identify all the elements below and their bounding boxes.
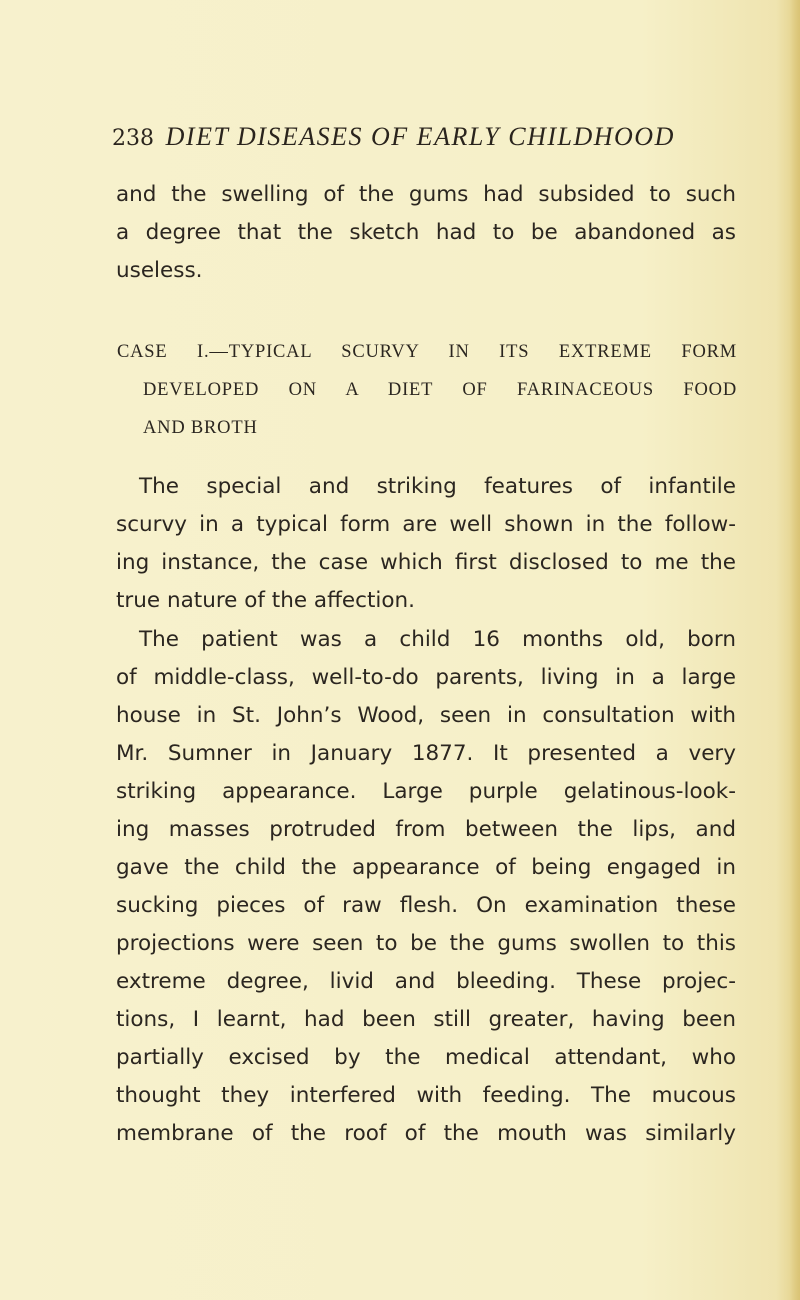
text-line: ing masses protruded from between the lips, and <box>116 817 736 842</box>
text-line: true nature of the affection. <box>116 588 415 613</box>
text-line: scurvy in a typical form are well shown in the follow- <box>116 512 736 537</box>
text-line: tions, I learnt, had been still greater, having been <box>116 1007 736 1032</box>
text-line: striking appearance. Large purple gelatinous-look- <box>116 779 736 804</box>
text-line: house in St. John’s Wood, seen in consultation with <box>116 703 736 728</box>
text-line: Mr. Sumner in January 1877. It presented a very <box>116 741 736 766</box>
text-line: a degree that the sketch had to be abandoned as <box>116 220 736 245</box>
running-title: DIET DISEASES OF EARLY CHILDHOOD <box>165 122 675 151</box>
text-line: The patient was a child 16 months old, born <box>139 627 736 652</box>
case-heading-line: CASE I.—TYPICAL SCURVY IN ITS EXTREME FORM <box>117 342 737 362</box>
text-line: ing instance, the case which first disclosed to me the <box>116 550 736 575</box>
case-heading-line: DEVELOPED ON A DIET OF FARINACEOUS FOOD <box>143 380 737 400</box>
text-line: membrane of the roof of the mouth was similarly <box>116 1121 736 1146</box>
text-line: and the swelling of the gums had subsided to such <box>116 182 736 207</box>
text-line: sucking pieces of raw flesh. On examination these <box>116 893 736 918</box>
text-line: of middle-class, well-to-do parents, living in a large <box>116 665 736 690</box>
text-line: The special and striking features of infantile <box>139 474 736 499</box>
case-heading-line: AND BROTH <box>143 418 258 438</box>
text-line: extreme degree, livid and bleeding. These projec- <box>116 969 736 994</box>
page-header <box>112 122 675 152</box>
text-line: projections were seen to be the gums swollen to this <box>116 931 736 956</box>
text-line: gave the child the appearance of being engaged in <box>116 855 736 880</box>
page-number: 238 <box>112 126 154 151</box>
text-line: partially excised by the medical attendant, who <box>116 1045 736 1070</box>
text-line: thought they interfered with feeding. The mucous <box>116 1083 736 1108</box>
text-line: useless. <box>116 258 203 283</box>
page-edge-shadow <box>790 0 800 1300</box>
